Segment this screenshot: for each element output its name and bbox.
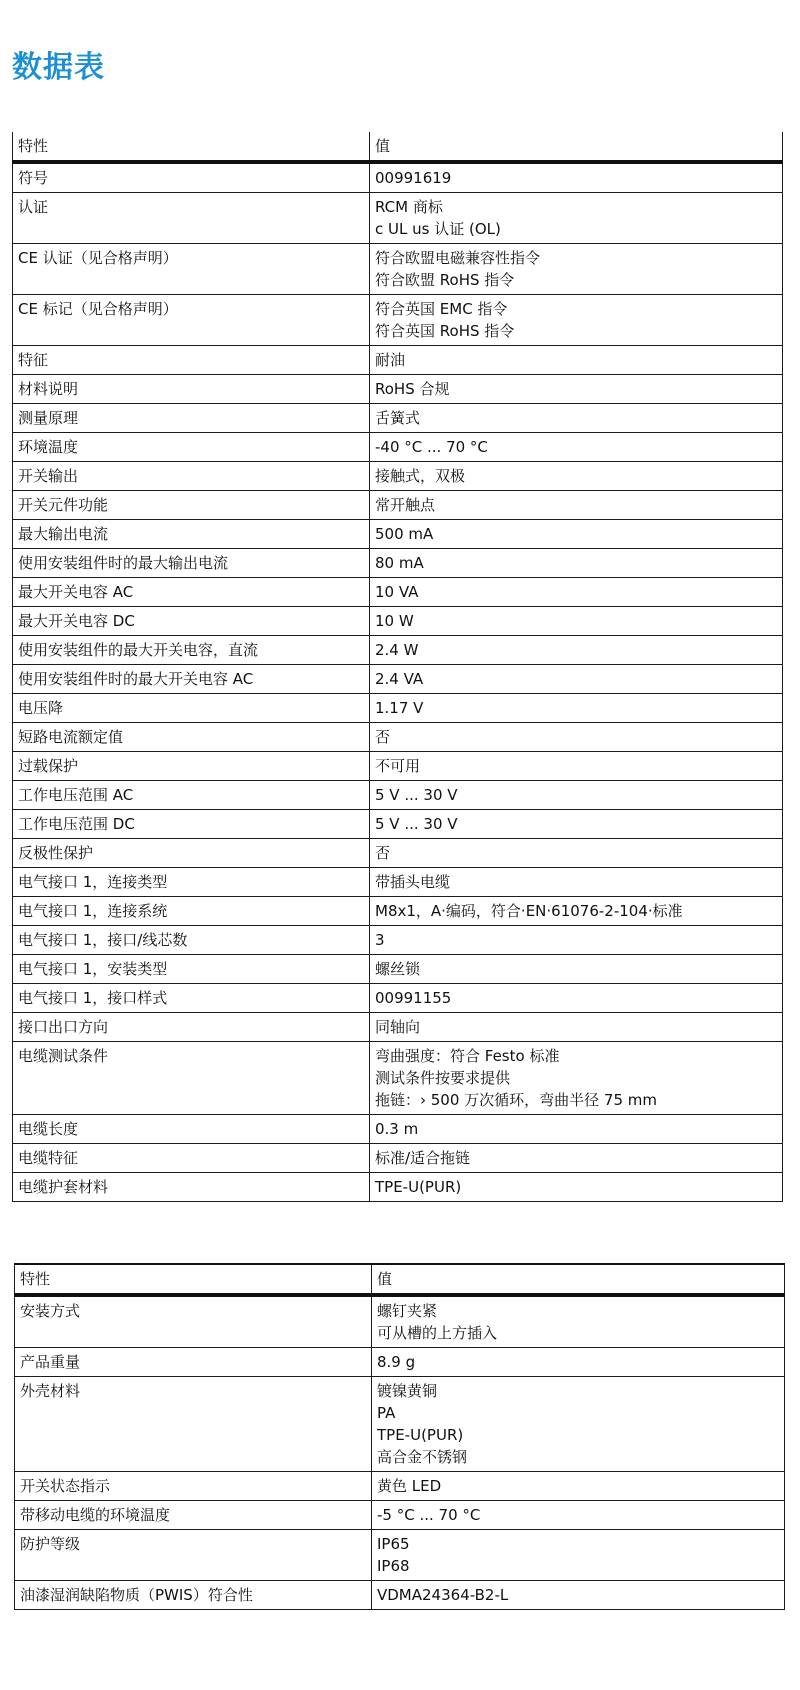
value-line: 耐油 — [375, 351, 406, 369]
property-label: 电气接口 1，接口/线芯数 — [13, 926, 370, 955]
property-value — [370, 1013, 783, 1042]
property-value — [372, 1472, 785, 1501]
table-row — [13, 433, 783, 462]
value-line: 镀镍黄铜 — [377, 1382, 438, 1400]
property-label: 开关输出 — [13, 462, 370, 491]
value-line: 舌簧式 — [375, 409, 421, 427]
table-row — [13, 926, 783, 955]
data-table-1 — [12, 132, 783, 1202]
property-value — [370, 636, 783, 665]
property-label: 使用安装组件的最大开关电容，直流 — [13, 636, 370, 665]
property-value — [370, 984, 783, 1013]
property-value — [372, 1377, 785, 1472]
header-value: 值 — [370, 132, 783, 162]
property-label: 电缆测试条件 — [13, 1042, 370, 1115]
table-row — [13, 462, 783, 491]
value-line: 高合金不锈钢 — [377, 1448, 468, 1466]
property-value — [370, 404, 783, 433]
value-line: RCM 商标 — [375, 198, 443, 216]
table-row — [13, 1173, 783, 1202]
value-line: TPE-U(PUR) — [375, 1178, 462, 1196]
value-line: IP68 — [377, 1557, 410, 1575]
value-line: 0.3 m — [375, 1120, 419, 1138]
table-row — [13, 346, 783, 375]
property-value — [370, 1115, 783, 1144]
property-value — [372, 1348, 785, 1377]
value-line: 10 W — [375, 612, 414, 630]
value-line: 2.4 W — [375, 641, 419, 659]
value-line: 80 mA — [375, 554, 424, 572]
property-value — [372, 1295, 785, 1348]
property-label: 接口出口方向 — [13, 1013, 370, 1042]
property-value — [370, 1042, 783, 1115]
value-line: 5 V ... 30 V — [375, 815, 458, 833]
value-line: -40 °C ... 70 °C — [375, 438, 488, 456]
header-value: 值 — [372, 1264, 785, 1295]
property-label: 安装方式 — [15, 1295, 372, 1348]
table-row — [13, 665, 783, 694]
table-header-row — [15, 1264, 785, 1295]
header-property: 特性 — [13, 132, 370, 162]
value-line: 3 — [375, 931, 385, 949]
property-value — [370, 607, 783, 636]
table-row — [13, 636, 783, 665]
property-value — [370, 295, 783, 346]
value-line: -5 °C ... 70 °C — [377, 1506, 481, 1524]
property-label: 认证 — [13, 193, 370, 244]
value-line: 00991155 — [375, 989, 452, 1007]
property-value — [370, 926, 783, 955]
property-value — [370, 244, 783, 295]
table-row — [13, 1115, 783, 1144]
data-table-2 — [14, 1263, 785, 1610]
value-line: 500 mA — [375, 525, 434, 543]
property-label: 电缆护套材料 — [13, 1173, 370, 1202]
header-property: 特性 — [15, 1264, 372, 1295]
table-row — [13, 839, 783, 868]
value-line: 8.9 g — [377, 1353, 416, 1371]
table-row — [13, 810, 783, 839]
property-value — [370, 868, 783, 897]
value-line: 否 — [375, 844, 391, 862]
value-line: 接触式，双极 — [375, 467, 466, 485]
property-label: 符号 — [13, 162, 370, 193]
property-label: 材料说明 — [13, 375, 370, 404]
property-value — [370, 665, 783, 694]
value-line: IP65 — [377, 1535, 410, 1553]
property-label: 工作电压范围 AC — [13, 781, 370, 810]
table-row — [13, 295, 783, 346]
property-label: 测量原理 — [13, 404, 370, 433]
value-line: 2.4 VA — [375, 670, 424, 688]
table-row — [13, 897, 783, 926]
property-value — [370, 520, 783, 549]
property-label: CE 标记（见合格声明） — [13, 295, 370, 346]
property-label: 产品重量 — [15, 1348, 372, 1377]
property-label: 油漆湿润缺陷物质（PWIS）符合性 — [15, 1581, 372, 1610]
value-line: 可从槽的上方插入 — [377, 1324, 498, 1342]
value-line: 弯曲强度：符合 Festo 标准 — [375, 1047, 560, 1065]
table-row — [15, 1581, 785, 1610]
property-value — [370, 375, 783, 404]
value-line: 螺钉夹紧 — [377, 1302, 438, 1320]
property-value — [370, 752, 783, 781]
value-line: 带插头电缆 — [375, 873, 451, 891]
table-row — [13, 375, 783, 404]
value-line: 符合英国 RoHS 指令 — [375, 322, 515, 340]
table-row — [13, 781, 783, 810]
value-line: 00991619 — [375, 169, 452, 187]
property-value — [370, 462, 783, 491]
value-line: VDMA24364-B2-L — [377, 1586, 509, 1604]
table-row — [13, 752, 783, 781]
table-row — [13, 607, 783, 636]
property-value — [370, 1144, 783, 1173]
property-value — [370, 578, 783, 607]
property-label: 最大开关电容 AC — [13, 578, 370, 607]
property-value — [370, 193, 783, 244]
property-label: 电压降 — [13, 694, 370, 723]
property-label: 防护等级 — [15, 1530, 372, 1581]
value-line: c UL us 认证 (OL) — [375, 220, 501, 238]
table-row — [13, 694, 783, 723]
property-label: 电缆特征 — [13, 1144, 370, 1173]
property-label: 短路电流额定值 — [13, 723, 370, 752]
table-row — [13, 868, 783, 897]
property-value — [370, 955, 783, 984]
table-row — [13, 244, 783, 295]
table-row — [13, 1144, 783, 1173]
property-label: 开关元件功能 — [13, 491, 370, 520]
value-line: 黄色 LED — [377, 1477, 442, 1495]
property-label: 特征 — [13, 346, 370, 375]
table-row — [13, 162, 783, 193]
property-label: 最大输出电流 — [13, 520, 370, 549]
property-value — [370, 897, 783, 926]
value-line: 符合英国 EMC 指令 — [375, 300, 508, 318]
table-row — [13, 1042, 783, 1115]
property-label: 电缆长度 — [13, 1115, 370, 1144]
value-line: PA — [377, 1404, 396, 1422]
value-line: 10 VA — [375, 583, 419, 601]
property-value — [370, 1173, 783, 1202]
property-label: 反极性保护 — [13, 839, 370, 868]
value-line: 1.17 V — [375, 699, 424, 717]
table-row — [15, 1295, 785, 1348]
property-value — [372, 1501, 785, 1530]
table-row — [13, 491, 783, 520]
property-value — [370, 346, 783, 375]
value-line: TPE-U(PUR) — [377, 1426, 464, 1444]
table-header-row — [13, 132, 783, 162]
property-value — [370, 810, 783, 839]
value-line: RoHS 合规 — [375, 380, 450, 398]
value-line: 标准/适合拖链 — [375, 1149, 471, 1167]
property-label: 电气接口 1，接口样式 — [13, 984, 370, 1013]
property-value — [370, 549, 783, 578]
property-label: 工作电压范围 DC — [13, 810, 370, 839]
property-label: 电气接口 1，连接系统 — [13, 897, 370, 926]
property-label: 使用安装组件时的最大输出电流 — [13, 549, 370, 578]
property-label: 过载保护 — [13, 752, 370, 781]
property-value — [370, 839, 783, 868]
property-label: CE 认证（见合格声明） — [13, 244, 370, 295]
property-value — [370, 694, 783, 723]
value-line: 常开触点 — [375, 496, 436, 514]
property-label: 使用安装组件时的最大开关电容 AC — [13, 665, 370, 694]
value-line: 同轴向 — [375, 1018, 421, 1036]
value-line: 5 V ... 30 V — [375, 786, 458, 804]
table-row — [15, 1501, 785, 1530]
property-value — [370, 491, 783, 520]
property-label: 带移动电缆的环境温度 — [15, 1501, 372, 1530]
value-line: M8x1，A·编码，符合·EN·61076-2-104·标准 — [375, 902, 683, 920]
property-value — [370, 433, 783, 462]
table-row — [13, 578, 783, 607]
table-row — [13, 984, 783, 1013]
property-value — [370, 162, 783, 193]
table-row — [13, 520, 783, 549]
value-line: 否 — [375, 728, 391, 746]
table-row — [13, 404, 783, 433]
value-line: 符合欧盟 RoHS 指令 — [375, 271, 515, 289]
property-value — [372, 1581, 785, 1610]
table-row — [15, 1530, 785, 1581]
value-line: 螺丝锁 — [375, 960, 421, 978]
table-row — [15, 1377, 785, 1472]
table-row — [15, 1472, 785, 1501]
page-title: 数据表 — [12, 50, 105, 85]
property-label: 开关状态指示 — [15, 1472, 372, 1501]
value-line: 不可用 — [375, 757, 421, 775]
property-value — [370, 781, 783, 810]
property-label: 电气接口 1，安装类型 — [13, 955, 370, 984]
value-line: 测试条件按要求提供 — [375, 1069, 511, 1087]
property-value — [370, 723, 783, 752]
property-label: 环境温度 — [13, 433, 370, 462]
table-row — [13, 549, 783, 578]
table-row — [13, 1013, 783, 1042]
table-row — [13, 955, 783, 984]
value-line: 符合欧盟电磁兼容性指令 — [375, 249, 541, 267]
value-line: 拖链：› 500 万次循环，弯曲半径 75 mm — [375, 1091, 658, 1109]
property-label: 电气接口 1，连接类型 — [13, 868, 370, 897]
table-row — [15, 1348, 785, 1377]
table-row — [13, 723, 783, 752]
table-row — [13, 193, 783, 244]
property-label: 最大开关电容 DC — [13, 607, 370, 636]
property-label: 外壳材料 — [15, 1377, 372, 1472]
property-value — [372, 1530, 785, 1581]
